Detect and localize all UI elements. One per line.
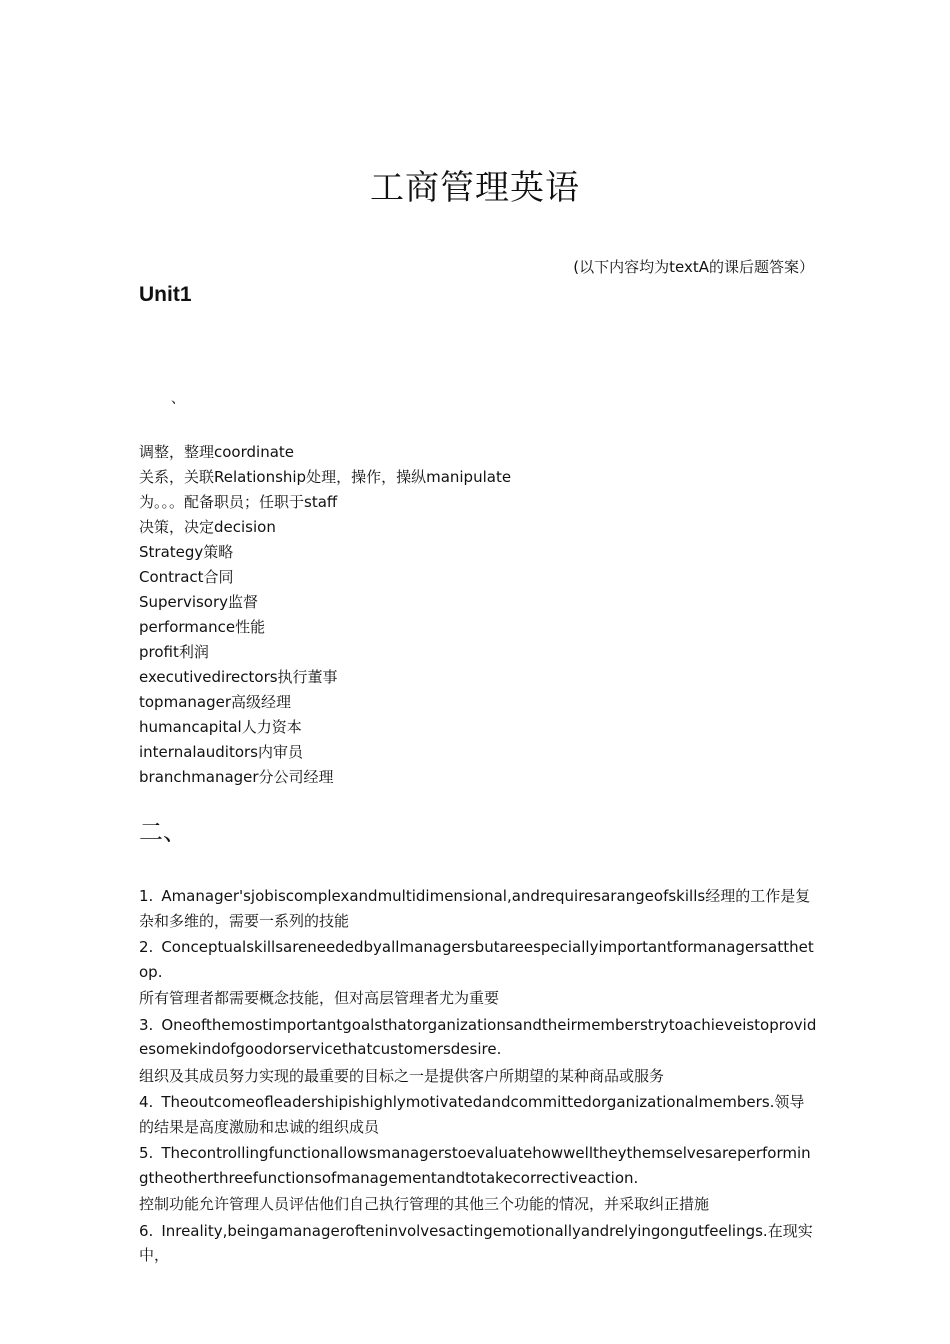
sentence-english: Oneofthemostimportantgoalsthatorganizationsandtheirmemberstrytoachieveistoprovidesomekindofgoodorservicethatcustomersdesire. <box>139 1015 817 1058</box>
sentence-list <box>139 884 819 1270</box>
sentence-item <box>139 884 819 933</box>
sentence-chinese: 经理的工作是复杂和多维的，需要一系列的技能 <box>139 887 811 930</box>
vocab-item: Strategy策略 <box>139 543 234 561</box>
vocab-item: branchmanager分公司经理 <box>139 768 334 786</box>
sentence-chinese: 领导的结果是高度激励和忠诚的组织成员 <box>139 1093 805 1136</box>
vocab-item: executivedirectors执行董事 <box>139 668 338 686</box>
sentence-english: Amanager'sjobiscomplexandmultidimensional,andrequiresarangeofskills <box>161 887 706 905</box>
vocab-item: humancapital人力资本 <box>139 718 302 736</box>
vocab-item: Contract合同 <box>139 568 234 586</box>
vocab-item: topmanager高级经理 <box>139 693 291 711</box>
vocab-item: internalauditors内审员 <box>139 743 303 761</box>
sentence-chinese: 控制功能允许管理人员评估他们自己执行管理的其他三个功能的情况，并采取纠正措施 <box>139 1195 710 1213</box>
sentence-number: 3. <box>139 1015 154 1034</box>
sentence-item <box>139 1090 819 1139</box>
vocab-item: 决策，决定decision <box>139 518 276 536</box>
sentence-item <box>139 1219 819 1268</box>
vocab-item: Supervisory监督 <box>139 593 259 611</box>
sentence-number: 4. <box>139 1093 154 1111</box>
sentence-chinese: 组织及其成员努力实现的最重要的目标之一是提供客户所期望的某种商品或服务 <box>139 1066 665 1085</box>
sentence-chinese: 在现实中， <box>139 1221 813 1264</box>
sentence-item <box>139 1141 819 1217</box>
sentence-number: 5. <box>139 1144 154 1162</box>
vocab-item: 关系，关联Relationship处理，操作，操纵manipulate <box>139 468 512 486</box>
sentence-number: 2. <box>139 938 154 956</box>
sentence-chinese: 所有管理者都需要概念技能，但对高层管理者尤为重要 <box>139 989 500 1007</box>
sentence-item <box>139 1013 819 1089</box>
vocab-item: 调整，整理coordinate <box>139 443 295 461</box>
unit-heading: Unit1 <box>139 283 192 306</box>
section-one-mark: 、 <box>171 391 185 407</box>
sentence-english: Thecontrollingfunctionallowsmanagerstoevaluatehowwelltheythemselvesareperformingtheotherthreefunctionsofmanagementandtotakecorrectiveaction. <box>139 1144 811 1187</box>
vocabulary-list <box>139 440 511 790</box>
sentence-number: 6. <box>139 1221 154 1240</box>
sentence-english: Theoutcomeofleadershipishighlymotivatedandcommittedorganizationalmembers. <box>161 1093 775 1111</box>
subtitle-note: (以下内容均为textA的课后题答案） <box>573 258 814 276</box>
vocab-item: performance性能 <box>139 618 266 636</box>
page-title: 工商管理英语 <box>370 168 580 208</box>
sentence-number: 1. <box>139 887 154 905</box>
section-two-mark: 二、 <box>139 818 187 846</box>
vocab-item: 为。。。配备职员；任职于staff <box>139 493 338 511</box>
sentence-english: Inreality,beingamanagerofteninvolvesactingemotionallyandrelyingongutfeelings. <box>161 1221 768 1240</box>
vocab-item: profit利润 <box>139 643 209 661</box>
sentence-item <box>139 935 819 1011</box>
sentence-english: Conceptualskillsareneededbyallmanagersbutareespeciallyimportantformanagersatthetop. <box>139 938 814 981</box>
